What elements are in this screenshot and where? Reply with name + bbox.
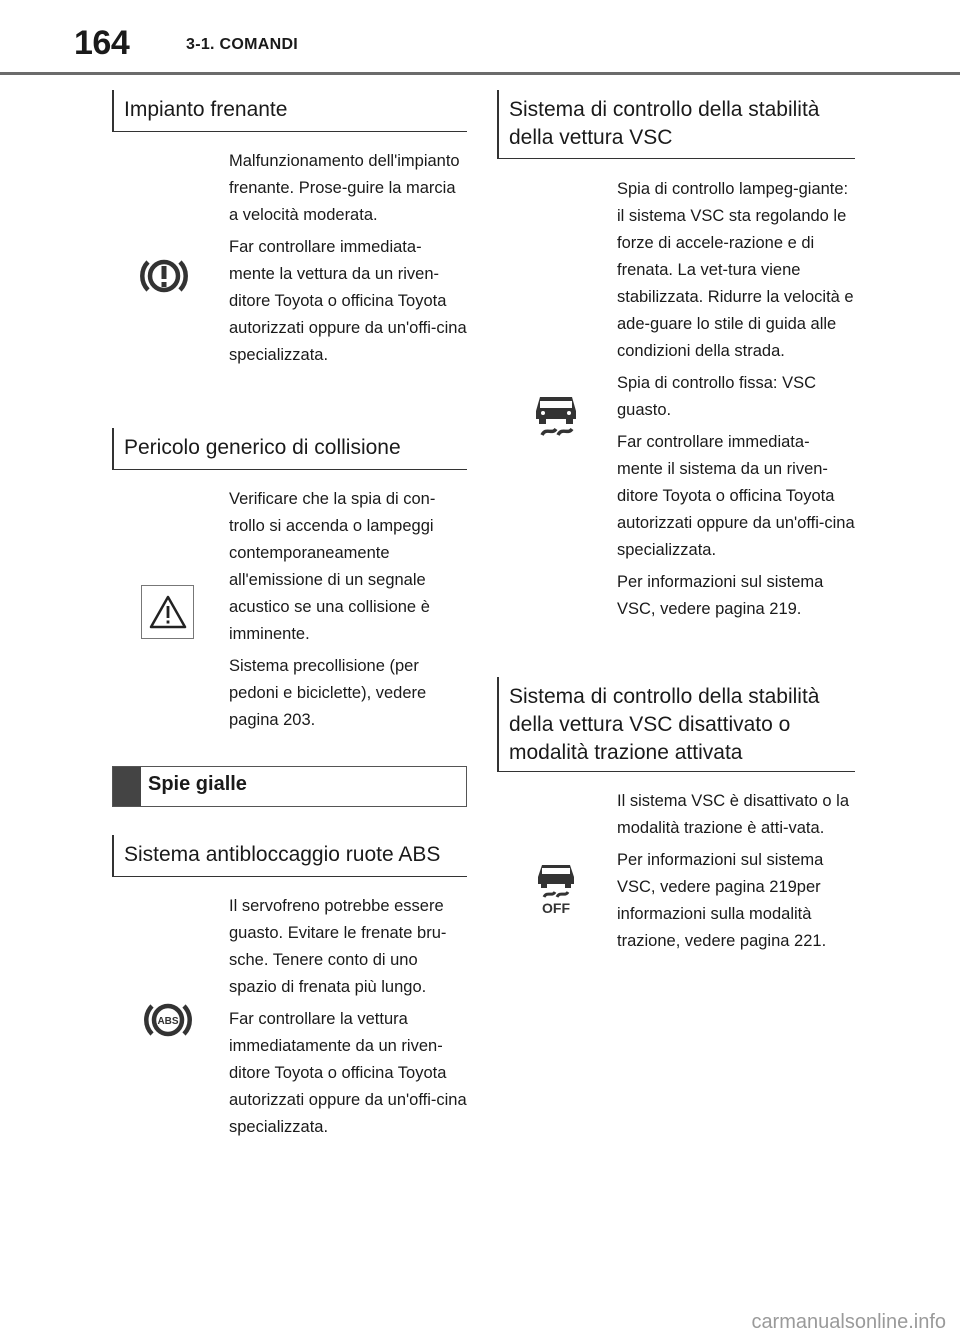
vsc-paragraph: Per informazioni sul sistema VSC, vedere pagina 219.: [617, 573, 824, 618]
vsc-section-title: Sistema di controllo della stabilità della vettura VSC: [509, 98, 820, 149]
abs-description: [229, 893, 467, 1146]
collision-paragraph: Sistema precollisione (per pedoni e biciclette), vedere pagina 203.: [229, 657, 427, 729]
abs-section-heading: [112, 835, 467, 877]
vsc-off-icon-label: OFF: [542, 900, 570, 915]
header-divider: [0, 72, 960, 75]
vsc-description: [617, 176, 855, 628]
page-number: 164: [74, 24, 130, 62]
section-marker-block: [113, 767, 141, 806]
vsc-off-section-title: Sistema di controllo della stabilità della vettura VSC disattivato o modalità trazione attivata: [509, 685, 820, 764]
abs-paragraph: Il servofreno potrebbe essere guasto. Evitare le frenate bru-sche. Tenere conto di uno spazio di frenata più lungo.: [229, 897, 447, 996]
brake-section-title: Impianto frenante: [124, 98, 288, 121]
vsc-off-icon: [532, 860, 580, 916]
brake-paragraph: Malfunzionamento dell'impianto frenante. Prose-guire la marcia a velocità moderata.: [229, 152, 460, 224]
yellow-lights-section-bar: [112, 766, 467, 807]
abs-icon: [138, 996, 198, 1044]
warning-triangle-icon: [141, 585, 194, 639]
vsc-off-paragraph: Per informazioni sul sistema VSC, vedere pagina 219per informazioni sulla modalità trazione, vedere pagina 221.: [617, 851, 827, 950]
abs-section-title: Sistema antibloccaggio ruote ABS: [124, 843, 441, 866]
collision-paragraph: Verificare che la spia di con-trollo si accenda o lampeggi contemporaneamente all'emissione di un segnale acustico se una collisione è imminente.: [229, 490, 436, 643]
watermark: carmanualsonline.info: [751, 1311, 946, 1333]
vsc-paragraph: Spia di controllo lampeg-giante: il sistema VSC sta regolando le forze di accele-razione e di frenata. La vet-tura viene stabilizzata. Ridurre la velocità e ade-guare lo stile di guida alle condizioni della strada.: [617, 180, 854, 360]
vsc-off-paragraph: Il sistema VSC è disattivato o la modalità trazione è atti-vata.: [617, 792, 850, 837]
chapter-title: 3-1. COMANDI: [186, 36, 299, 53]
vsc-paragraph: Far controllare immediata-mente il sistema da un riven-ditore Toyota o officina Toyota autorizzati oppure da un'offi-cina specializzata.: [617, 433, 855, 559]
abs-icon-label: ABS: [157, 1016, 179, 1027]
vsc-skid-icon: [528, 386, 584, 442]
brake-description: [229, 148, 467, 374]
brake-warning-icon: [132, 252, 196, 300]
collision-section-heading: [112, 428, 467, 470]
collision-section-title: Pericolo generico di collisione: [124, 436, 401, 459]
collision-description: [229, 486, 467, 739]
vsc-off-section-heading: [497, 677, 855, 772]
vsc-section-heading: [497, 90, 855, 159]
yellow-lights-section-title: Spie gialle: [148, 773, 247, 795]
brake-section-heading: [112, 90, 467, 132]
vsc-paragraph: Spia di controllo fissa: VSC guasto.: [617, 374, 817, 419]
brake-paragraph: Far controllare immediata-mente la vettura da un riven-ditore Toyota o officina Toyota autorizzati oppure da un'offi-cina specializzata.: [229, 238, 467, 364]
vsc-off-description: [617, 788, 855, 960]
abs-paragraph: Far controllare la vettura immediatamente da un riven-ditore Toyota o officina Toyota autorizzati oppure da un'offi-cina specializzata.: [229, 1010, 467, 1136]
